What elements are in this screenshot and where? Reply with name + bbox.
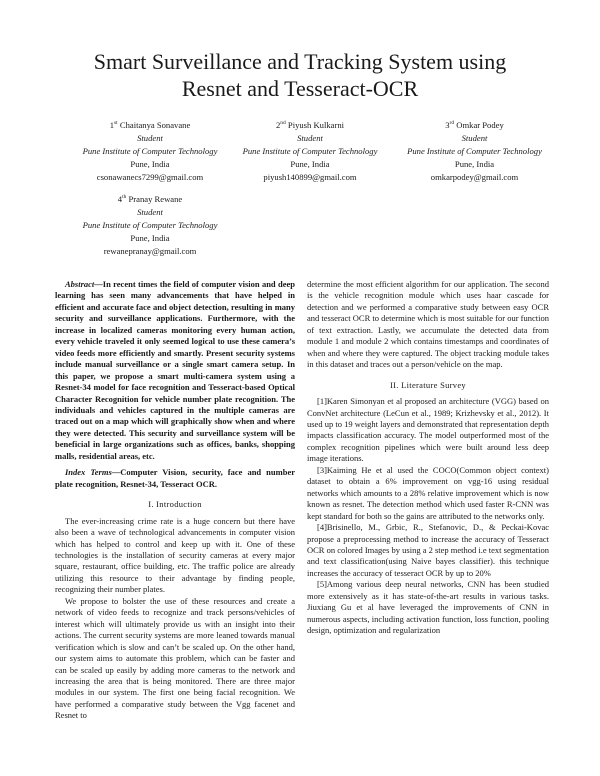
index-terms-label: Index Terms: [65, 467, 112, 478]
author-block-2: [225, 117, 395, 184]
abstract: [55, 279, 295, 462]
author-email: rewanepranay@gmail.com: [103, 246, 197, 256]
author-name: Pranay Rewane: [128, 194, 183, 204]
intro-continuation: determine the most efficient algorithm for our application. The second is the vehicle recognition module which uses haar cascade for detection and we performed a comparative study between easy OCR and tesseract OCR to determine which is most suitable for our function of text extraction. Lastly, we accumulate the detected data from module 1 and module 2 which contains timestamps and coordinates of when and where they were captured. The object tracking module takes in this dataset and traces out a person/vehicle on the map.: [307, 279, 549, 370]
author-ordinal: th: [122, 194, 127, 200]
index-terms: [55, 467, 295, 490]
author-number: 4: [117, 194, 123, 204]
author-name: Chaitanya Sonavane: [119, 120, 191, 130]
index-terms-text: —Computer Vision, security, face and number plate recognition, Resnet-34, Tesseract OCR.: [55, 467, 295, 489]
author-institution: Pune Institute of Computer Technology: [242, 146, 378, 156]
left-column: [55, 279, 295, 722]
author-email: csonawanecs7299@gmail.com: [96, 172, 204, 182]
right-column: [307, 279, 549, 637]
section-heading-introduction: I. Introduction: [148, 499, 202, 510]
author-email: piyush140899@gmail.com: [263, 172, 357, 182]
author-ordinal: rd: [449, 120, 455, 126]
author-ordinal: nd: [280, 120, 286, 126]
author-block-4: [70, 191, 230, 258]
lit-paragraph-3: [4]Brisinello, M., Grbic, R., Stefanovic, D., & Peckai-Kovac propose a preprocessing method to increase the accuracy of Tesseract OCR on colored Images by using a 2 step method i.e text segmentation and text classification(using Naive bayes classifier). this technique increases the accuracy of tesseract OCR by up to 20%: [307, 522, 549, 578]
lit-paragraph-1: [1]Karen Simonyan et al proposed an architecture (VGG) based on ConvNet architecture (LeCun et al., 1989; Krizhevsky et al., 2012). It used up to 19 weight layers and demonstrated that representation depth impacts classification accuracy. The model outperformed most of the complex recognition pipelines which were built around less deep image iterations.: [307, 396, 549, 464]
author-institution: Pune Institute of Computer Technology: [82, 220, 218, 230]
title-line-1: Smart Surveillance and Tracking System using: [93, 49, 507, 74]
author-location: Pune, India: [290, 159, 330, 169]
author-institution: Pune Institute of Computer Technology: [82, 146, 218, 156]
author-ordinal: st: [114, 120, 118, 126]
paper-title: [40, 48, 560, 102]
section-heading-literature-survey: II. Literature Survey: [390, 379, 466, 390]
lit-paragraph-2: [3]Kaiming He et al used the COCO(Common object context) dataset to obtain a 6% improvement on vgg-16 using residual networks which amounts to a 28% relative improvement which is now known as resnet. The detection method which used faster R-CNN was kept standard for both so the gains are attributed to the networks only.: [307, 464, 549, 521]
author-role: Student: [137, 133, 163, 143]
author-location: Pune, India: [454, 159, 495, 169]
intro-paragraph-2: We propose to bolster the use of these resources and create a network of video feeds to recognize and track persons/vehicles of interest which will ultimately provide us with an insight into their actions. The current security systems are more leaned towards manual verification which is slow and can’t be scaled up. On the other hand, our system aims to automate this problem, which can be faster and can be scaled up easily by adding more cameras to the network and increasing the area that is being monitored. There are three major modules in our system. The first one being facial recognition. We have performed a comparative study between the Vgg facenet and Resnet to: [55, 595, 295, 721]
author-location: Pune, India: [130, 233, 170, 243]
author-block-3: [392, 117, 557, 184]
author-institution: Pune Institute of Computer Technology: [407, 146, 542, 156]
author-number: 1: [109, 120, 115, 130]
author-role: Student: [137, 207, 163, 217]
author-location: Pune, India: [130, 159, 170, 169]
abstract-text: —In recent times the field of computer vision and deep learning has seen many advancements that have helped in efficient and accurate face and object detection, resulting in many security and surveillance applications. Furthermore, with the increase in localized cameras monitoring every human action, every vehicle traveled it only seemed logical to use these camera’s video feeds more efficiently and smartly. Present security systems include manual surveillance or a single smart camera setup. In this paper, we propose a smart multi-camera system using a Resnet-34 model for face recognition and Tesseract-based Optical Character Recognition for vehicle number plate recognition. The individuals and vehicles captured in the multiple cameras are traced out on a map which will graphically show when and where they were detected. This security and surveillance system will be beneficial in large organizations such as offices, banks, shopping malls, residential areas, etc.: [55, 279, 295, 461]
intro-paragraph-1: The ever-increasing crime rate is a huge concern but there have also been a wave of technological advancements in computer vision which has helped to control and keep up with it. One of these technologies is the installation of security cameras at every major square, restaurant, office building, etc. The traffic police are already utilizing this resource to their advantage by finding people, recognizing their number plates.: [55, 515, 295, 595]
title-line-2: Resnet and Tesseract-OCR: [181, 76, 419, 101]
author-number: 3: [445, 120, 450, 130]
author-role: Student: [297, 133, 323, 143]
author-role: Student: [461, 133, 488, 143]
author-name: Piyush Kulkarni: [287, 120, 345, 130]
lit-paragraph-4: [5]Among various deep neural networks, CNN has been studied more extensively as it has state-of-the-art results in various tasks. Jiuxiang Gu et al have leveraged the improvements of CNN in numerous aspects, including activation function, loss function, pooling design, optimization and regularization: [307, 579, 549, 636]
author-number: 2: [275, 120, 281, 130]
author-email: omkarpodey@gmail.com: [430, 172, 519, 182]
author-block-1: [70, 117, 230, 184]
abstract-label: Abstract: [65, 279, 95, 289]
author-name: Omkar Podey: [456, 120, 504, 130]
